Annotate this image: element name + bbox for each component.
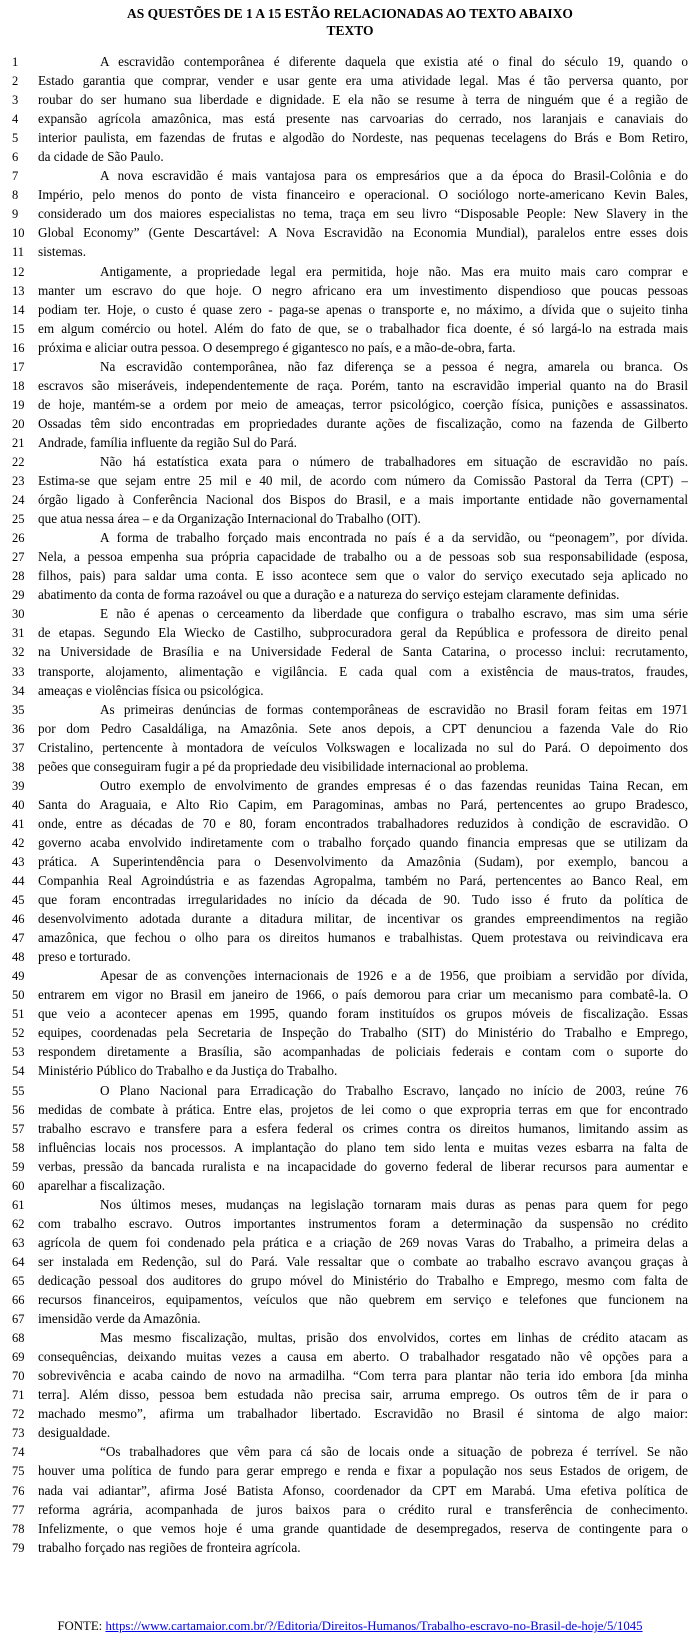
line-text: que veio a acontecer apenas em 1995, quando foram instituídos os grupos móveis de fiscalização. Essas	[38, 1006, 688, 1022]
text-line	[12, 547, 688, 566]
text-line	[12, 966, 688, 985]
line-text: Apesar de as convenções internacionais de 1926 e a de 1956, que proibiam a servidão por dívida,	[100, 968, 688, 984]
line-number: 37	[12, 740, 25, 755]
text-line	[12, 928, 688, 947]
line-number: 79	[12, 1540, 25, 1555]
text-line	[12, 166, 688, 185]
line-text: podiam ter. Hoje, o custo é quase zero - paga-se apenas o transporte e, no máximo, a dívida que o sujeito tinha	[38, 301, 688, 317]
line-number: 16	[12, 340, 25, 355]
line-text: na Universidade de Brasília e na Universidade Federal de Santa Catarina, o processo inclui: recrutamento,	[38, 644, 688, 660]
line-text: sistemas.	[38, 244, 86, 260]
line-text: governo acaba envolvido indiretamente com o trabalho forçado quando financia empresas que se utilizam da	[38, 834, 688, 850]
line-text: imensidão verde da Amazônia.	[38, 1311, 201, 1327]
text-line	[12, 71, 688, 90]
line-number: 76	[12, 1483, 25, 1498]
text-line	[12, 738, 688, 757]
text-line	[12, 528, 688, 547]
numbered-text-body	[0, 52, 700, 1557]
line-number: 36	[12, 721, 25, 736]
text-line	[12, 281, 688, 300]
text-line	[12, 185, 688, 204]
line-number: 70	[12, 1369, 25, 1384]
text-line	[12, 890, 688, 909]
text-line	[12, 1385, 688, 1404]
text-line	[12, 795, 688, 814]
line-text: Nela, a pessoa empenha sua própria capacidade de trabalho ou a de pessoas sob sua responsabilidade (esposa,	[38, 549, 688, 565]
line-number: 35	[12, 702, 25, 717]
line-number: 14	[12, 302, 25, 317]
line-text: considerado um dos maiores especialistas no tema, traça em seu livro “Disposable People: New Slavery in the	[38, 206, 688, 222]
text-line	[12, 1519, 688, 1538]
text-line	[12, 1252, 688, 1271]
line-number: 67	[12, 1312, 25, 1327]
line-number: 2	[12, 74, 19, 89]
line-number: 4	[12, 112, 19, 127]
line-number: 73	[12, 1426, 25, 1441]
line-text: nada vai adiantar”, afirma José Batista Afonso, coordenador da CPT em Marabá. Uma efetiva política de	[38, 1482, 688, 1498]
line-text: transporte, alojamento, alimentação e vigilância. E cada qual com a existência de maus-tratos, fraudes,	[38, 663, 688, 679]
line-text: por dom Pedro Casaldáliga, na Amazônia. Sete anos depois, a CPT denunciou a fazenda Vale do Rio	[38, 720, 688, 736]
line-text: preso e torturado.	[38, 949, 131, 965]
text-line	[12, 376, 688, 395]
line-text: Infelizmente, o que vemos hoje é uma grande quantidade de desempregados, reserva de contingente para o	[38, 1520, 688, 1536]
line-text: “Os trabalhadores que vêm para cá são de locais onde a situação de pobreza é terrível. Se não	[100, 1444, 688, 1460]
text-line	[12, 1500, 688, 1519]
line-number: 68	[12, 1331, 25, 1346]
text-line	[12, 433, 688, 452]
line-text: Antigamente, a propriedade legal era permitida, hoje não. Mas era muito mais caro comprar e	[100, 263, 688, 279]
line-text: interior paulista, em fazendas de frutas e algodão do Nordeste, nas pequenas tecelagens do Brás e Bom Retiro,	[38, 130, 688, 146]
line-number: 72	[12, 1407, 25, 1422]
line-text: Não há estatística exata para o número de trabalhadores em situação de escravidão no país.	[100, 453, 688, 469]
text-line	[12, 414, 688, 433]
line-text: Na escravidão contemporânea, não faz diferença se a pessoa é negra, amarela ou branca. Os	[100, 358, 688, 374]
line-text: trabalho escravo e transfere para a esfera federal os crimes contra os direitos humanos, limitando assim as	[38, 1120, 688, 1136]
line-text: entrarem em vigor no Brasil em janeiro de 1966, o país demorou para criar um mecanismo para combatê-la. O	[38, 987, 688, 1003]
text-line	[12, 319, 688, 338]
text-line	[12, 1461, 688, 1480]
line-text: medidas de combate à prática. Entre elas, projetos de lei como o que expropria terras em que for encontrado	[38, 1101, 688, 1117]
line-text: que foram encontradas irregularidades no início da década de 90. Tudo isso é fruto da política de	[38, 892, 688, 908]
line-number: 47	[12, 931, 25, 946]
line-number: 48	[12, 950, 25, 965]
line-text: Mas mesmo fiscalização, multas, prisão dos envolvidos, cortes em linhas de crédito atacam as	[100, 1330, 688, 1346]
line-number: 9	[12, 207, 19, 222]
text-line	[12, 490, 688, 509]
line-number: 17	[12, 359, 25, 374]
text-line	[12, 109, 688, 128]
line-number: 74	[12, 1445, 25, 1460]
line-text: peões que conseguiram fugir a pé da propriedade deu visibilidade internacional ao problema.	[38, 758, 529, 774]
line-text: As primeiras denúncias de formas contemporâneas de escravidão no Brasil foram feitas em 1971	[100, 701, 688, 717]
line-text: Ossadas têm sido encontradas em propriedades durante ações de fiscalização, como na fazenda de Gilberto	[38, 415, 688, 431]
text-line	[12, 1328, 688, 1347]
text-heading: TEXTO	[326, 23, 374, 38]
line-text: Global Economy” (Gente Descartável: A Nova Escravidão na Economia Mundial), paralelos entre esses dois	[38, 225, 688, 241]
line-number: 26	[12, 531, 25, 546]
line-number: 11	[12, 245, 25, 260]
line-text: aparelhar a fiscalização.	[38, 1177, 166, 1193]
text-line	[12, 1233, 688, 1252]
text-line	[12, 242, 688, 261]
instruction-heading: AS QUESTÕES DE 1 A 15 ESTÃO RELACIONADAS AO TEXTO ABAIXO	[127, 6, 573, 21]
text-line	[12, 1061, 688, 1080]
text-line	[12, 1423, 688, 1442]
text-line	[12, 147, 688, 166]
line-text: reforma agrária, acompanhada de juros baixos para o crédito rural e transferência de conhecimento.	[38, 1501, 688, 1517]
line-number: 65	[12, 1274, 25, 1288]
line-number: 55	[12, 1083, 25, 1098]
text-line	[12, 300, 688, 319]
line-text: filhos, pais) para saldar uma conta. E isso acontece sem que o valor do serviço executado seja aplicado no	[38, 568, 688, 584]
line-text: A nova escravidão é mais vantajosa para os empresários que a da época do Brasil-Colônia e do	[100, 168, 688, 184]
line-number: 6	[12, 150, 19, 165]
text-line	[12, 700, 688, 719]
text-line	[12, 776, 688, 795]
line-text: de hoje, mantém-se a ordem por meio de ameaças, terror psicológico, coerção física, punições e assassinatos.	[38, 396, 688, 412]
text-line	[12, 357, 688, 376]
line-text: próxima e aliciar outra pessoa. O desemprego é gigantesco no país, e a mão-de-obra, farta.	[38, 339, 516, 355]
line-text: Cristalino, pertencente à montadora de veículos Volkswagen e localizada no sul do Pará. O depoimento dos	[38, 739, 688, 755]
line-number: 23	[12, 474, 25, 489]
text-line	[12, 1404, 688, 1423]
text-line	[12, 947, 688, 966]
line-number: 54	[12, 1064, 25, 1079]
line-text: onde, entre as décadas de 70 e 80, foram encontrados trabalhadores reduzidos à condição de escravidão. O	[38, 815, 688, 831]
text-line	[12, 642, 688, 661]
line-text: consequências, deixando muitas vezes a causa em aberto. O trabalhador resgatado não vê opções para a	[38, 1349, 688, 1365]
line-text: expansão agrícola amazônica, mas está presente nas carvoarias do cerrado, nos laranjais e canaviais do	[38, 111, 688, 127]
line-number: 5	[12, 131, 19, 146]
line-number: 61	[12, 1197, 25, 1212]
line-text: dedicação pessoal dos auditores do grupo móvel do Ministério do Trabalho e Emprego, mesmo com falta de	[38, 1273, 688, 1288]
text-line	[12, 1119, 688, 1138]
text-line	[12, 1023, 688, 1042]
line-number: 24	[12, 493, 25, 508]
line-number: 49	[12, 969, 25, 984]
line-number: 29	[12, 588, 25, 603]
text-line	[12, 1366, 688, 1385]
line-number: 52	[12, 1026, 25, 1041]
text-line	[12, 909, 688, 928]
text-line	[12, 1081, 688, 1100]
text-line	[12, 90, 688, 109]
line-number: 41	[12, 816, 25, 831]
line-text: agrícola de quem foi condenado pela prática e a criação de 269 novas Varas do Trabalho, a primeira delas a	[38, 1234, 688, 1250]
line-number: 21	[12, 435, 25, 450]
text-line	[12, 1157, 688, 1176]
line-text: Andrade, família influente da região Sul do Pará.	[38, 434, 297, 450]
line-text: desigualdade.	[38, 1425, 111, 1441]
line-number: 63	[12, 1235, 25, 1250]
line-number: 7	[12, 169, 19, 184]
line-number: 12	[12, 264, 25, 279]
text-line	[12, 1042, 688, 1061]
line-text: órgão ligado à Conferência Nacional dos Bispos do Brasil, e a mais importante entidade não governamental	[38, 492, 688, 508]
line-number: 13	[12, 283, 25, 298]
line-number: 38	[12, 759, 25, 774]
line-number: 46	[12, 912, 25, 927]
line-text: equipes, coordenadas pela Secretaria de Inspeção do Trabalho (SIT) do Ministério do Trabalho e Emprego,	[38, 1025, 688, 1041]
line-text: terra]. Além disso, pessoa bem estudada não precisa sair, arruma emprego. Os outros têm de ir para o	[38, 1387, 688, 1403]
line-text: A escravidão contemporânea é diferente daquela que existia até o final do século 19, quando o	[100, 54, 688, 69]
line-text: recursos financeiros, equipamentos, veículos que não quebrem em serviço e telefones que funcionem na	[38, 1292, 688, 1308]
line-number: 28	[12, 569, 25, 584]
text-line	[12, 1271, 688, 1290]
text-line	[12, 223, 688, 242]
line-text: O Plano Nacional para Erradicação do Trabalho Escravo, lançado no início de 2003, reúne 76	[100, 1082, 688, 1098]
line-number: 43	[12, 854, 25, 869]
line-number: 30	[12, 607, 25, 622]
line-text: verbas, pressão da bancada ruralista e na incapacidade do governo federal de liberar recursos para aumentar e	[38, 1158, 688, 1174]
text-line	[12, 719, 688, 738]
line-number: 51	[12, 1007, 25, 1022]
text-line	[12, 471, 688, 490]
line-number: 32	[12, 645, 25, 660]
source-link[interactable]: https://www.cartamaior.com.br/?/Editoria/Direitos-Humanos/Trabalho-escravo-no-Brasil-de-hoje/5/1045	[105, 1619, 643, 1633]
line-number: 69	[12, 1350, 25, 1365]
line-text: ser instalada em Redenção, sul do Pará. Vale ressaltar que o combate ao trabalho escravo avançou graças à	[38, 1253, 688, 1269]
line-number: 53	[12, 1045, 25, 1060]
line-text: escravos são miseráveis, independentemente de raça. Porém, tanto na escravidão imperial quanto na do Brasil	[38, 377, 688, 393]
line-text: Nos últimos meses, mudanças na legislação tornaram mais duras as penas para quem for pego	[100, 1196, 688, 1212]
line-text: roubar do ser humano sua liberdade e dignidade. E ela não se resume à terra de ninguém que é a região de	[38, 92, 688, 108]
line-text: machado mesmo”, afirma um trabalhador libertado. Escravidão no Brasil é sintoma de algo maior:	[38, 1406, 688, 1422]
line-number: 33	[12, 664, 25, 679]
text-line	[12, 1176, 688, 1195]
text-line	[12, 1004, 688, 1023]
line-number: 25	[12, 512, 25, 527]
text-line	[12, 623, 688, 642]
text-line	[12, 338, 688, 357]
line-number: 50	[12, 988, 25, 1003]
text-line	[12, 1290, 688, 1309]
text-line	[12, 681, 688, 700]
line-number: 20	[12, 416, 25, 431]
page-footer	[0, 1619, 700, 1634]
line-number: 77	[12, 1502, 25, 1517]
text-line	[12, 871, 688, 890]
line-number: 56	[12, 1102, 25, 1117]
line-number: 27	[12, 550, 25, 565]
line-number: 45	[12, 893, 25, 908]
line-text: trabalho forçado nas regiões de fronteira agrícola.	[38, 1539, 301, 1555]
page-header	[0, 0, 700, 39]
line-text: houver uma política de fundo para gerar emprego e renda e fixar a população nos seus Estados de origem, de	[38, 1463, 688, 1479]
line-text: amazônica, que fechou o olho para os direitos humanos e trabalhistas. Quem protestava ou reivindicava era	[38, 930, 688, 946]
text-line	[12, 1347, 688, 1366]
line-number: 15	[12, 321, 25, 336]
text-line	[12, 852, 688, 871]
line-number: 78	[12, 1521, 25, 1536]
text-line	[12, 452, 688, 471]
text-line	[12, 814, 688, 833]
text-line	[12, 566, 688, 585]
text-line	[12, 1538, 688, 1557]
line-text: manter um escravo do que hoje. O negro africano era um investimento dispendioso que poucas pessoas	[38, 282, 688, 298]
line-text: com trabalho escravo. Outros importantes instrumentos foram a determinação da suspensão no crédito	[38, 1215, 688, 1231]
line-number: 44	[12, 874, 25, 889]
text-line	[12, 1214, 688, 1233]
text-line	[12, 395, 688, 414]
text-line	[12, 1442, 688, 1461]
line-text: da cidade de São Paulo.	[38, 149, 164, 165]
line-number: 3	[12, 93, 19, 108]
text-line	[12, 833, 688, 852]
line-number: 39	[12, 778, 25, 793]
line-text: Estado garantia que comprar, vender e usar gente era uma atividade legal. Mas é tão perversa quanto, por	[38, 73, 688, 89]
text-line	[12, 52, 688, 71]
line-text: respondem diretamente a Brasília, são acompanhadas de policiais federais e contam com o suporte do	[38, 1044, 688, 1060]
line-text: Outro exemplo de envolvimento de grandes empresas é o das fazendas reunidas Taina Recan, em	[100, 777, 688, 793]
line-number: 1	[12, 55, 19, 69]
line-text: Companhia Real Agroindústria e as fazendas Agropalma, também no Pará, pertencentes ao Banco Real, em	[38, 873, 688, 889]
text-line	[12, 128, 688, 147]
source-label: FONTE:	[57, 1619, 103, 1633]
line-number: 59	[12, 1159, 25, 1174]
line-number: 75	[12, 1464, 25, 1479]
text-line	[12, 1309, 688, 1328]
line-text: que atua nessa área – e da Organização Internacional do Trabalho (OIT).	[38, 511, 421, 527]
line-number: 8	[12, 188, 19, 203]
line-text: de etapas. Segundo Ela Wiecko de Castilho, subprocuradora geral da República e professora de direito penal	[38, 625, 688, 641]
text-line	[12, 204, 688, 223]
line-number: 62	[12, 1216, 25, 1231]
line-text: desenvolvimento adotada durante a ditadura militar, de incentivar os grandes empreendimentos na região	[38, 911, 688, 927]
line-text: A forma de trabalho forçado mais encontrada no país é a da servidão, ou “peonagem”, por dívida.	[100, 530, 688, 546]
text-line	[12, 1138, 688, 1157]
text-line	[12, 1481, 688, 1500]
text-line	[12, 604, 688, 623]
line-text: prática. A Superintendência para o Desenvolvimento da Amazônia (Sudam), por exemplo, bancou a	[38, 853, 688, 869]
text-line	[12, 985, 688, 1004]
line-number: 10	[12, 226, 25, 241]
line-number: 57	[12, 1121, 25, 1136]
line-number: 71	[12, 1388, 25, 1403]
text-line	[12, 757, 688, 776]
text-line	[12, 509, 688, 528]
text-line	[12, 262, 688, 281]
line-text: Império, pelo menos do ponto de vista financeiro e operacional. O sociólogo norte-americano Kevin Bales,	[38, 187, 688, 203]
line-number: 66	[12, 1293, 25, 1308]
line-number: 60	[12, 1178, 25, 1193]
line-number: 31	[12, 626, 25, 641]
text-line	[12, 1195, 688, 1214]
line-number: 19	[12, 397, 25, 412]
line-text: abatimento da conta de forma razoável ou que a duração e a natureza do serviço estejam claramente definidas.	[38, 587, 620, 603]
line-text: sobrevivência e acaba caindo de novo na armadilha. “Com terra para plantar não teria ido embora [da minha	[38, 1368, 688, 1384]
line-number: 64	[12, 1254, 25, 1269]
line-text: em algum comércio ou hotel. Além do fato de que, se o trabalhador fica doente, é só largá-lo na estrada mais	[38, 320, 688, 336]
text-line	[12, 662, 688, 681]
line-text: Estima-se que sejam entre 25 mil e 40 mil, de acordo com número da Comissão Pastoral da Terra (CPT) –	[38, 473, 688, 489]
line-number: 40	[12, 797, 25, 812]
line-number: 58	[12, 1140, 25, 1155]
line-text: influências locais nos processos. A implantação do plano tem sido lenta e muitas vezes esbarra na falta de	[38, 1139, 688, 1155]
line-text: Santa do Araguaia, e Alto Rio Capim, em Paragominas, ambas no Pará, pertencentes ao grupo Bradesco,	[38, 796, 688, 812]
line-number: 34	[12, 683, 25, 698]
line-number: 22	[12, 454, 25, 469]
line-text: ameaças e violências física ou psicológica.	[38, 682, 264, 698]
line-text: E não é apenas o cerceamento da liberdade que configura o trabalho escravo, mas sim uma série	[100, 606, 688, 622]
text-line	[12, 585, 688, 604]
line-number: 42	[12, 835, 25, 850]
line-number: 18	[12, 378, 25, 393]
text-line	[12, 1100, 688, 1119]
line-text: Ministério Público do Trabalho e da Justiça do Trabalho.	[38, 1063, 338, 1079]
